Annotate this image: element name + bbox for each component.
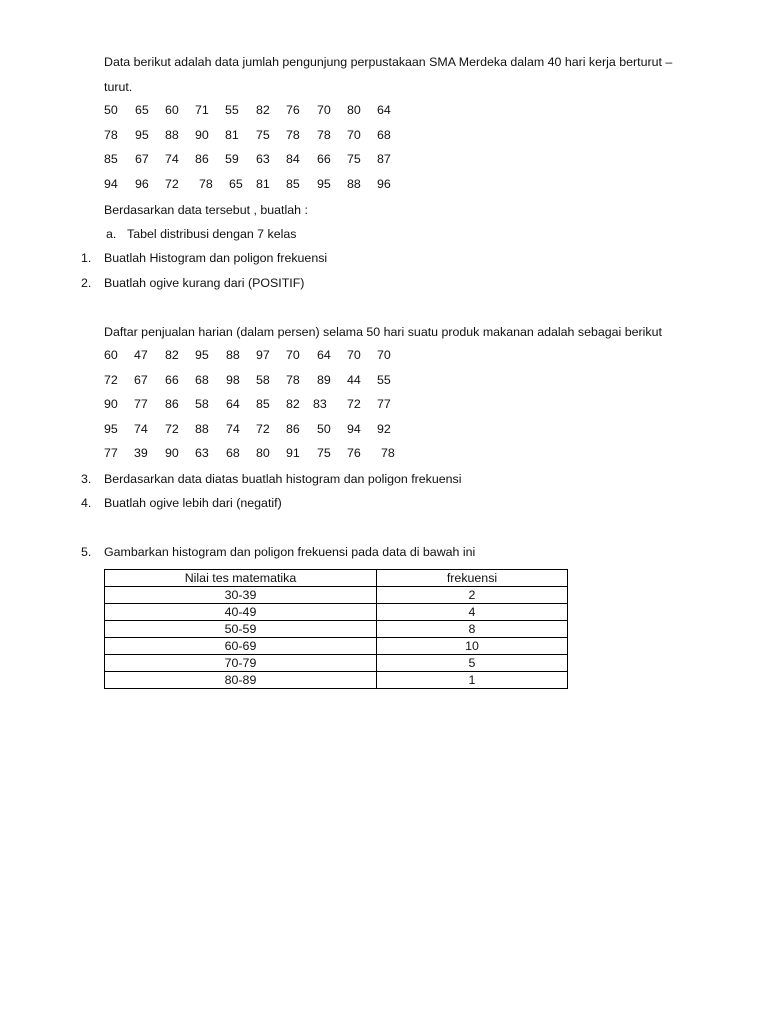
data-value: 75: [317, 446, 331, 460]
data-value: 74: [226, 422, 240, 436]
table-cell-frequency: 2: [377, 587, 568, 604]
table-row: [105, 621, 568, 638]
data-value: 78: [104, 128, 118, 142]
data-value: 94: [347, 422, 361, 436]
data-value: 81: [225, 128, 239, 142]
data-value: 92: [377, 422, 391, 436]
table-row: [105, 587, 568, 604]
data-value: 97: [256, 348, 270, 362]
table-header-row: [105, 570, 568, 587]
data-value: 47: [134, 348, 148, 362]
data-value: 55: [377, 373, 391, 387]
section2-intro: Daftar penjualan harian (dalam persen) selama 50 hari suatu produk makanan adalah sebagai berikut: [104, 325, 662, 339]
data-value: 39: [134, 446, 148, 460]
data-value: 58: [256, 373, 270, 387]
data-value: 70: [377, 348, 391, 362]
data-value: 83: [313, 397, 327, 411]
data-value: 85: [104, 152, 118, 166]
sub-item-a-text: Tabel distribusi dengan 7 kelas: [127, 227, 297, 241]
data-value: 95: [135, 128, 149, 142]
data-value: 78: [199, 177, 213, 191]
data-value: 91: [286, 446, 300, 460]
data-value: 68: [195, 373, 209, 387]
data-value: 72: [104, 373, 118, 387]
data-value: 72: [347, 397, 361, 411]
data-value: 95: [104, 422, 118, 436]
data-value: 88: [226, 348, 240, 362]
data-value: 78: [286, 128, 300, 142]
column-header-frequency: frekuensi: [377, 570, 568, 587]
column-header-score: Nilai tes matematika: [105, 570, 377, 587]
data-value: 82: [165, 348, 179, 362]
data-value: 68: [226, 446, 240, 460]
data-value: 88: [165, 128, 179, 142]
data-value: 90: [195, 128, 209, 142]
data-value: 81: [256, 177, 270, 191]
section1-instruction: Berdasarkan data tersebut , buatlah :: [104, 203, 308, 217]
data-value: 50: [317, 422, 331, 436]
data-value: 76: [286, 103, 300, 117]
data-value: 68: [377, 128, 391, 142]
data-value: 88: [195, 422, 209, 436]
item-2-text: Buatlah ogive kurang dari (POSITIF): [104, 276, 305, 290]
data-value: 70: [317, 103, 331, 117]
data-value: 77: [134, 397, 148, 411]
data-value: 75: [256, 128, 270, 142]
data-value: 87: [377, 152, 391, 166]
data-value: 60: [165, 103, 179, 117]
data-value: 98: [226, 373, 240, 387]
data-value: 50: [104, 103, 118, 117]
data-value: 58: [195, 397, 209, 411]
item-1-text: Buatlah Histogram dan poligon frekuensi: [104, 251, 328, 265]
data-value: 71: [195, 103, 209, 117]
data-value: 67: [134, 373, 148, 387]
data-value: 70: [286, 348, 300, 362]
data-value: 94: [104, 177, 118, 191]
data-value: 72: [256, 422, 270, 436]
data-value: 76: [347, 446, 361, 460]
table-cell-frequency: 1: [377, 672, 568, 689]
data-value: 75: [347, 152, 361, 166]
data-value: 78: [381, 446, 395, 460]
data-value: 90: [104, 397, 118, 411]
data-value: 64: [377, 103, 391, 117]
table-cell-interval: 50-59: [105, 621, 377, 638]
data-value: 65: [229, 177, 243, 191]
item-4-text: Buatlah ogive lebih dari (negatif): [104, 496, 282, 510]
data-value: 86: [165, 397, 179, 411]
data-value: 70: [347, 348, 361, 362]
table-row: [105, 655, 568, 672]
item-5-marker: 5.: [81, 545, 92, 559]
table-cell-frequency: 10: [377, 638, 568, 655]
item-5-text: Gambarkan histogram dan poligon frekuensi pada data di bawah ini: [104, 545, 476, 559]
data-value: 70: [347, 128, 361, 142]
table-cell-frequency: 8: [377, 621, 568, 638]
data-value: 44: [347, 373, 361, 387]
data-value: 59: [225, 152, 239, 166]
item-3-text: Berdasarkan data diatas buatlah histogram dan poligon frekuensi: [104, 472, 462, 486]
data-value: 72: [165, 177, 179, 191]
data-value: 55: [225, 103, 239, 117]
data-value: 65: [135, 103, 149, 117]
table-cell-interval: 30-39: [105, 587, 377, 604]
table-cell-interval: 60-69: [105, 638, 377, 655]
data-value: 95: [195, 348, 209, 362]
data-value: 95: [317, 177, 331, 191]
data-value: 85: [256, 397, 270, 411]
item-4-marker: 4.: [81, 496, 92, 510]
frequency-table: [104, 569, 568, 689]
data-value: 78: [317, 128, 331, 142]
data-value: 86: [286, 422, 300, 436]
data-value: 96: [377, 177, 391, 191]
table-cell-interval: 80-89: [105, 672, 377, 689]
data-value: 88: [347, 177, 361, 191]
data-value: 80: [256, 446, 270, 460]
item-3-marker: 3.: [81, 472, 92, 486]
data-value: 85: [286, 177, 300, 191]
table-cell-frequency: 4: [377, 604, 568, 621]
table-cell-interval: 40-49: [105, 604, 377, 621]
data-value: 72: [165, 422, 179, 436]
data-value: 63: [195, 446, 209, 460]
data-value: 63: [256, 152, 270, 166]
data-value: 78: [286, 373, 300, 387]
data-value: 66: [317, 152, 331, 166]
data-value: 84: [286, 152, 300, 166]
data-value: 77: [104, 446, 118, 460]
data-value: 86: [195, 152, 209, 166]
data-value: 90: [165, 446, 179, 460]
item-2-marker: 2.: [81, 276, 92, 290]
data-value: 74: [134, 422, 148, 436]
section1-intro-line1: Data berikut adalah data jumlah pengunjung perpustakaan SMA Merdeka dalam 40 hari kerja berturut –: [104, 55, 673, 69]
data-value: 64: [226, 397, 240, 411]
sub-item-a-marker: a.: [106, 227, 117, 241]
data-value: 96: [135, 177, 149, 191]
data-value: 80: [347, 103, 361, 117]
table-cell-frequency: 5: [377, 655, 568, 672]
table-row: [105, 672, 568, 689]
data-value: 77: [377, 397, 391, 411]
table-row: [105, 638, 568, 655]
data-value: 89: [317, 373, 331, 387]
data-value: 64: [317, 348, 331, 362]
data-value: 66: [165, 373, 179, 387]
data-value: 82: [286, 397, 300, 411]
item-1-marker: 1.: [81, 251, 92, 265]
section1-intro-line2: turut.: [104, 80, 133, 94]
data-value: 74: [165, 152, 179, 166]
table-cell-interval: 70-79: [105, 655, 377, 672]
data-value: 82: [256, 103, 270, 117]
data-value: 67: [135, 152, 149, 166]
data-value: 60: [104, 348, 118, 362]
table-row: [105, 604, 568, 621]
